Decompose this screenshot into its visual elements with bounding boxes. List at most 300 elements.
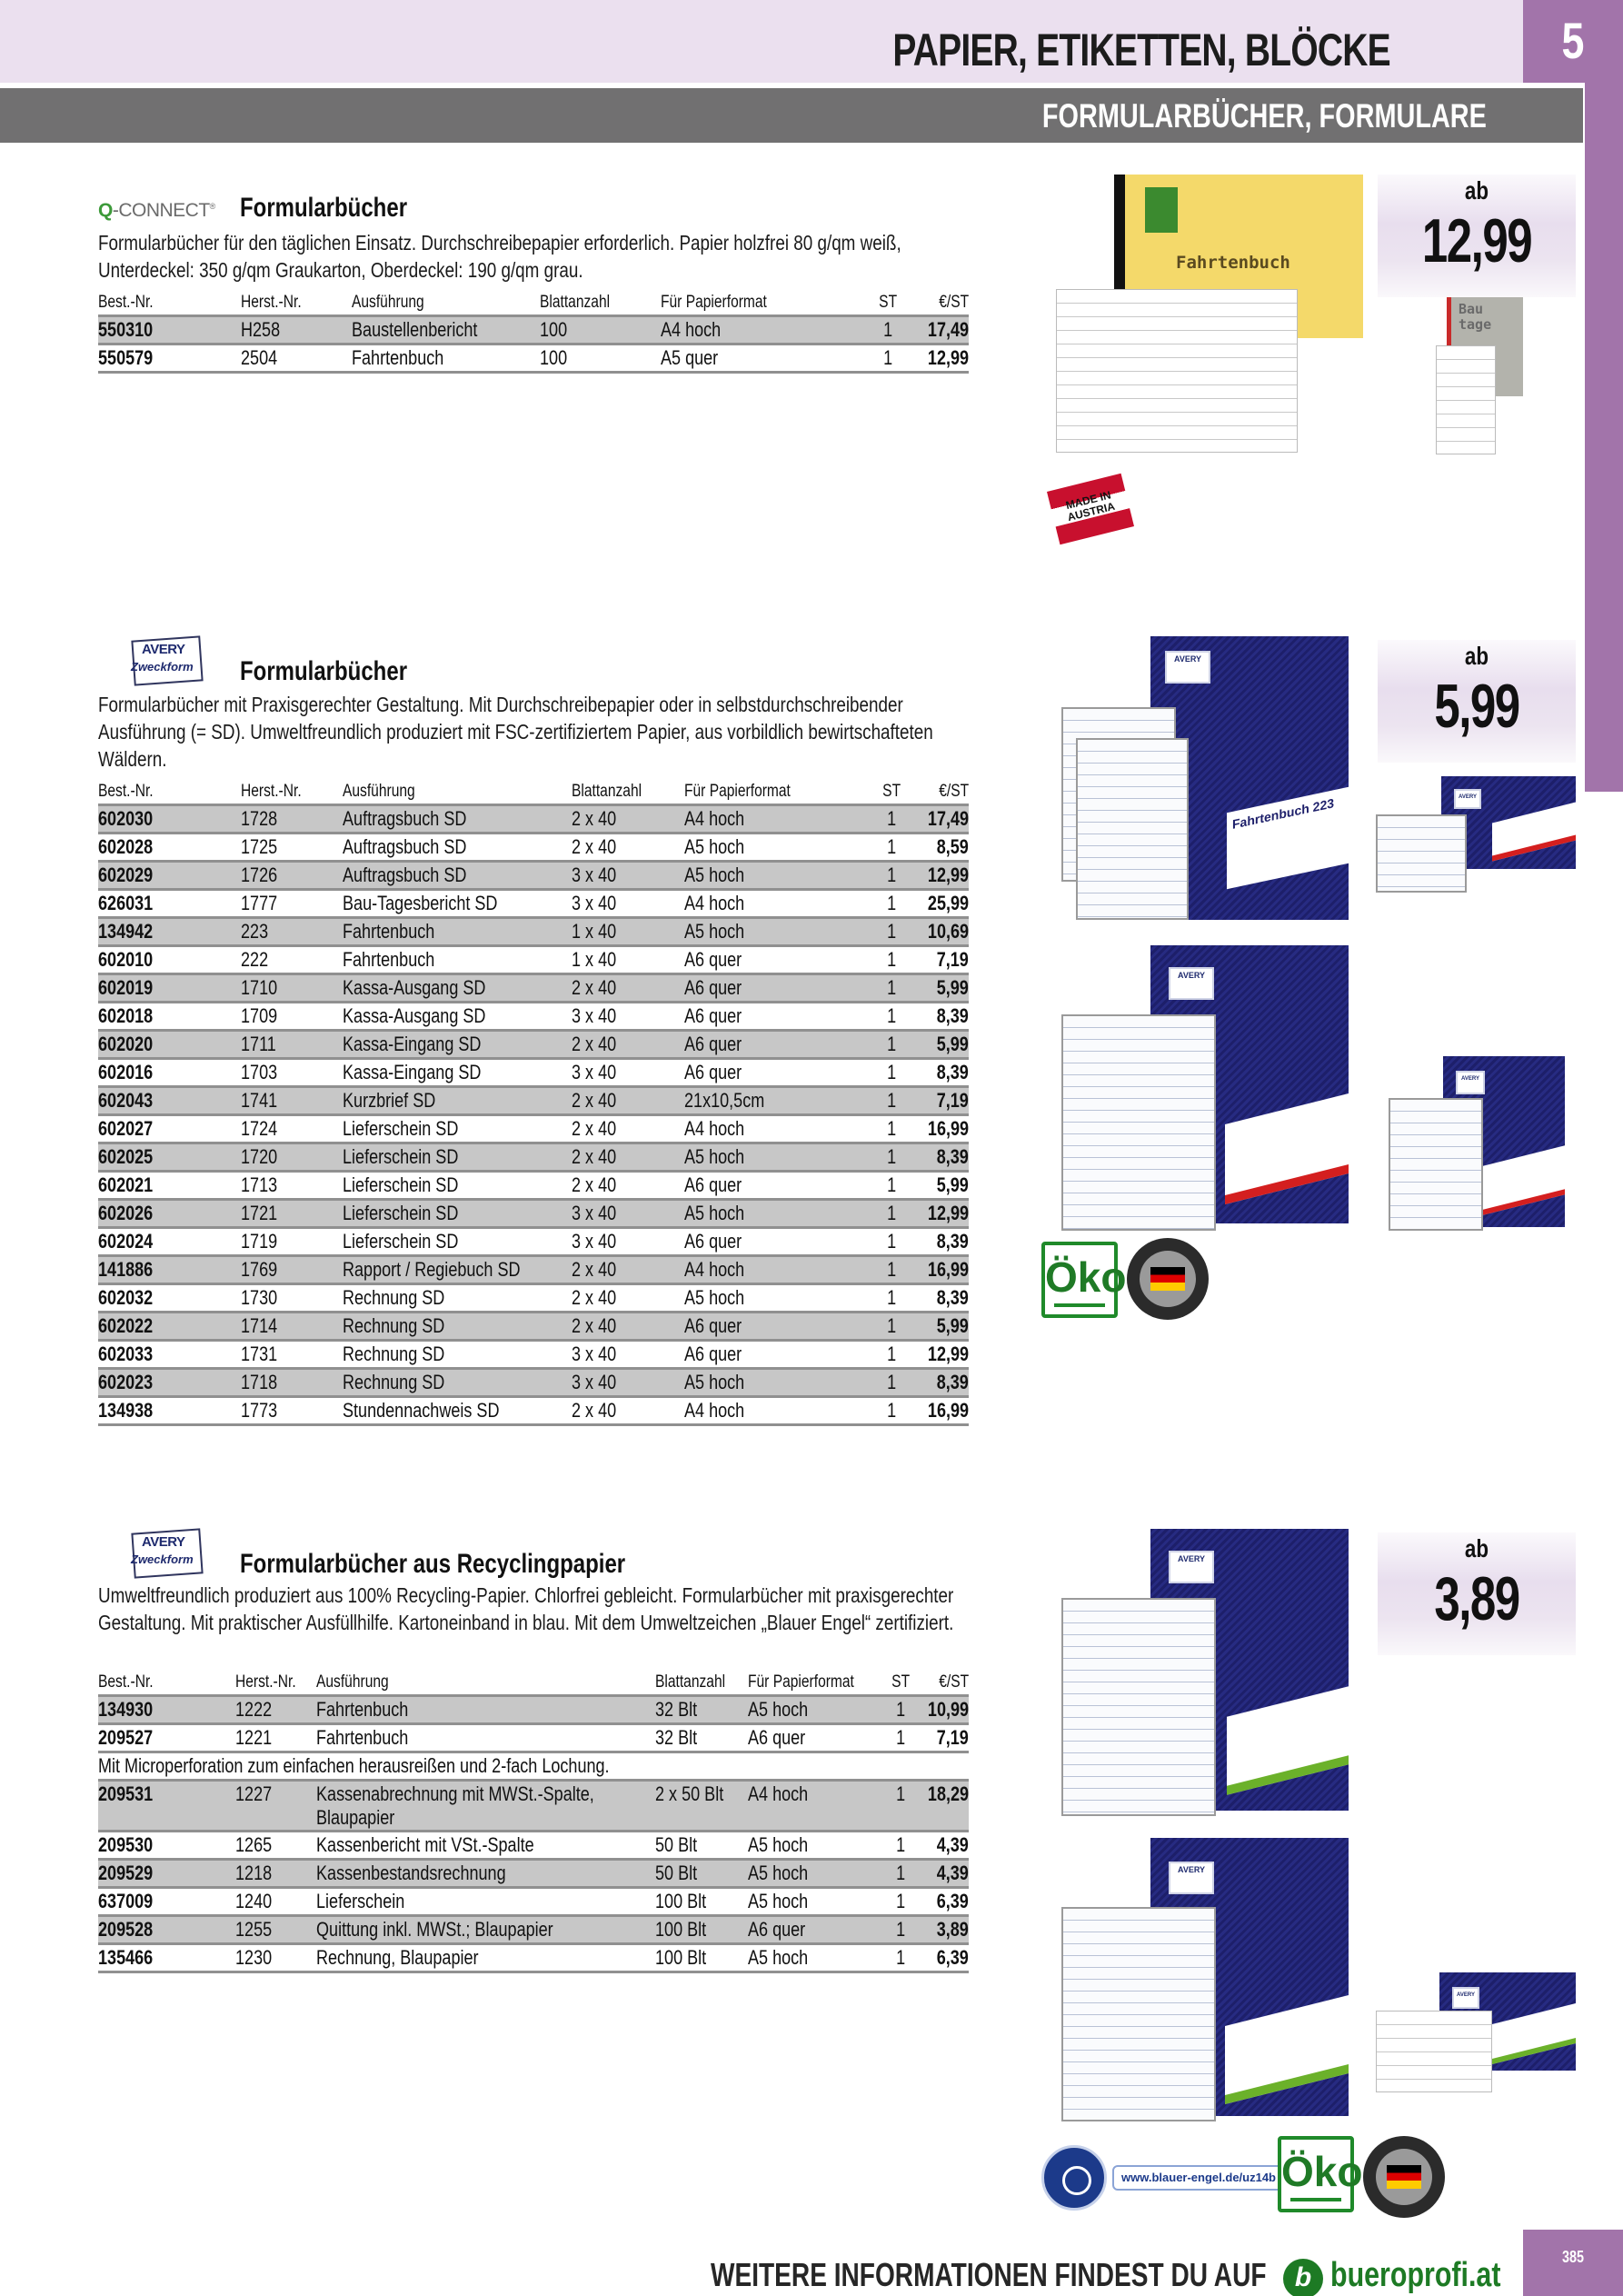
- table-row[interactable]: [98, 1115, 969, 1143]
- cell-ausfuehrung: Fahrtenbuch: [316, 1696, 655, 1724]
- cell-herst-nr: 1714: [241, 1313, 343, 1341]
- cell-ausfuehrung: Fahrtenbuch: [343, 946, 572, 974]
- cell-st: 1: [871, 1397, 912, 1425]
- cell-papierformat: A6 quer: [748, 1916, 883, 1944]
- cell-price: 12,99: [912, 862, 969, 890]
- cell-price: 18,29: [919, 1781, 969, 1832]
- cell-papierformat: A5 hoch: [748, 1696, 883, 1724]
- col-st: ST: [891, 1672, 911, 1692]
- table-row[interactable]: [98, 862, 969, 890]
- price-prefix: ab: [1464, 1534, 1489, 1562]
- cell-papierformat: A5 quer: [661, 344, 870, 373]
- cell-herst-nr: 1718: [241, 1369, 343, 1397]
- table-row[interactable]: [98, 1860, 969, 1888]
- cell-price: 6,39: [919, 1944, 969, 1972]
- section-title: Formularbücher aus Recyclingpapier: [240, 1549, 626, 1579]
- cover-label: [1227, 1686, 1349, 1794]
- cell-price: 8,39: [912, 1228, 969, 1256]
- table-row[interactable]: [98, 1369, 969, 1397]
- table-row[interactable]: [98, 1313, 969, 1341]
- cell-best-nr: 141886: [98, 1256, 241, 1284]
- cell-price: 5,99: [912, 974, 969, 1003]
- col-price: €/ST: [939, 782, 969, 801]
- cell-blattanzahl: 100 Blt: [655, 1888, 747, 1916]
- avery-cover-logo-icon: AVERY: [1454, 789, 1481, 809]
- product-image-form-sheet: [1376, 2011, 1492, 2092]
- col-price: €/ST: [939, 1672, 969, 1692]
- table-note-row: [98, 1752, 969, 1781]
- cell-ausfuehrung: Fahrtenbuch: [316, 1724, 655, 1752]
- cell-st: 1: [871, 1341, 912, 1369]
- cell-papierformat: A6 quer: [684, 946, 871, 974]
- cell-price: 17,49: [912, 805, 969, 834]
- cover-label: [1225, 1995, 1349, 2104]
- cell-herst-nr: 1218: [235, 1860, 316, 1888]
- cell-papierformat: A5 hoch: [684, 834, 871, 862]
- cell-herst-nr: 1711: [241, 1031, 343, 1059]
- cell-herst-nr: 1709: [241, 1003, 343, 1031]
- cover-label: [1489, 2003, 1576, 2065]
- cell-ausfuehrung: Rapport / Regiebuch SD: [343, 1256, 572, 1284]
- cell-papierformat: A4 hoch: [684, 805, 871, 834]
- cell-papierformat: A5 hoch: [684, 1200, 871, 1228]
- table-row[interactable]: [98, 805, 969, 834]
- cell-ausfuehrung: Kurzbrief SD: [343, 1087, 572, 1115]
- col-blattanzahl: Blattanzahl: [572, 782, 642, 801]
- section-header: [98, 1529, 969, 1582]
- brand-logo-avery-zweckform: AVERY Zweckform: [127, 636, 211, 687]
- product-image-form-sheet: [1389, 1098, 1483, 1231]
- cell-herst-nr: 222: [241, 946, 343, 974]
- cell-herst-nr: 1731: [241, 1341, 343, 1369]
- cell-herst-nr: 1724: [241, 1115, 343, 1143]
- cell-herst-nr: 1230: [235, 1944, 316, 1972]
- col-herst-nr: Herst.-Nr.: [241, 782, 302, 801]
- table-row[interactable]: [98, 344, 969, 373]
- cell-ausfuehrung: Kassa-Ausgang SD: [343, 974, 572, 1003]
- cell-best-nr: 602022: [98, 1313, 241, 1341]
- cell-st: 1: [871, 1059, 912, 1087]
- cell-ausfuehrung: Lieferschein SD: [343, 1172, 572, 1200]
- cell-ausfuehrung: Rechnung SD: [343, 1341, 572, 1369]
- subheader-bar: [0, 88, 1583, 143]
- table-header: [98, 778, 969, 805]
- cell-papierformat: A6 quer: [684, 1172, 871, 1200]
- cell-st: 1: [883, 1916, 919, 1944]
- cell-best-nr: 135466: [98, 1944, 235, 1972]
- cell-ausfuehrung: Kassenabrechnung mit MWSt.-Spalte, Blaupapier: [316, 1781, 655, 1832]
- cell-best-nr: 602043: [98, 1087, 241, 1115]
- cell-ausfuehrung: Auftragsbuch SD: [343, 805, 572, 834]
- cell-best-nr: 602021: [98, 1172, 241, 1200]
- section-header: [98, 636, 969, 691]
- table-header: [98, 1669, 969, 1696]
- table-row[interactable]: [98, 1696, 969, 1724]
- cell-best-nr: 209529: [98, 1860, 235, 1888]
- bueroprofi-logo-icon[interactable]: b: [1283, 2259, 1323, 2296]
- cell-best-nr: 602032: [98, 1284, 241, 1313]
- section-title: Formularbücher: [240, 656, 408, 686]
- cell-st: 1: [871, 862, 912, 890]
- cell-papierformat: A4 hoch: [748, 1781, 883, 1832]
- cell-herst-nr: 1227: [235, 1781, 316, 1832]
- cell-papierformat: A4 hoch: [661, 316, 870, 344]
- cell-st: 1: [870, 344, 906, 373]
- cell-price: 4,39: [919, 1832, 969, 1860]
- col-best-nr: Best.-Nr.: [98, 293, 154, 312]
- cell-st: 1: [883, 1860, 919, 1888]
- cell-herst-nr: 1703: [241, 1059, 343, 1087]
- cell-herst-nr: 1769: [241, 1256, 343, 1284]
- cell-blattanzahl: 3 x 40: [572, 1228, 684, 1256]
- cell-price: 25,99: [912, 890, 969, 918]
- table-row[interactable]: [98, 1397, 969, 1425]
- cell-blattanzahl: 2 x 40: [572, 1031, 684, 1059]
- cell-ausfuehrung: Bau-Tagesbericht SD: [343, 890, 572, 918]
- cell-ausfuehrung: Kassenbericht mit VSt.-Spalte: [316, 1832, 655, 1860]
- table-header: [98, 289, 969, 316]
- cell-papierformat: A4 hoch: [684, 1256, 871, 1284]
- cell-blattanzahl: 100 Blt: [655, 1916, 747, 1944]
- col-papierformat: Für Papierformat: [684, 782, 791, 801]
- cell-st: 1: [871, 1228, 912, 1256]
- cell-price: 7,19: [912, 946, 969, 974]
- subheader-title: FORMULARBÜCHER, FORMULARE: [1042, 97, 1487, 135]
- avery-cover-logo-icon: AVERY: [1169, 967, 1214, 1000]
- cell-papierformat: A6 quer: [684, 1031, 871, 1059]
- cell-best-nr: 602029: [98, 862, 241, 890]
- product-image-form-sheet: [1376, 814, 1467, 893]
- footer-text: WEITERE INFORMATIONEN FINDEST DU AUF: [711, 2256, 1267, 2293]
- col-ausfuehrung: Ausführung: [343, 782, 415, 801]
- cell-herst-nr: 1721: [241, 1200, 343, 1228]
- cell-papierformat: A5 hoch: [684, 918, 871, 946]
- cell-blattanzahl: 32 Blt: [655, 1724, 747, 1752]
- cell-ausfuehrung: Rechnung SD: [343, 1313, 572, 1341]
- cell-best-nr: 602019: [98, 974, 241, 1003]
- page-number: 385: [1561, 2248, 1585, 2266]
- section-title: Formularbücher: [240, 193, 408, 223]
- product-image-form-sheet: [1076, 738, 1189, 920]
- cell-price: 5,99: [912, 1031, 969, 1059]
- table-row[interactable]: [98, 946, 969, 974]
- avery-cover-logo-icon: AVERY: [1456, 1071, 1485, 1094]
- cell-herst-nr: 1222: [235, 1696, 316, 1724]
- cell-blattanzahl: 3 x 40: [572, 890, 684, 918]
- section-description: Formularbücher für den täglichen Einsatz. Durchschreibepapier erforderlich. Papier holzfrei 80 g/qm weiß, Unterdeckel: 350 g/qm Graukarton, Oberdeckel: 190 g/qm grau.: [98, 231, 901, 282]
- cell-herst-nr: 1728: [241, 805, 343, 834]
- cell-best-nr: 134942: [98, 918, 241, 946]
- cell-blattanzahl: 3 x 40: [572, 1059, 684, 1087]
- cell-blattanzahl: 2 x 40: [572, 1115, 684, 1143]
- product-table: [98, 1669, 969, 1973]
- cell-ausfuehrung: Rechnung SD: [343, 1369, 572, 1397]
- cover-label: [1225, 1093, 1349, 1204]
- table-row[interactable]: [98, 974, 969, 1003]
- col-herst-nr: Herst.-Nr.: [241, 293, 302, 312]
- avery-cover-logo-icon: AVERY: [1452, 1987, 1479, 2009]
- table-row[interactable]: [98, 1172, 969, 1200]
- cell-price: 3,89: [919, 1916, 969, 1944]
- cell-ausfuehrung: Lieferschein SD: [343, 1228, 572, 1256]
- cell-st: 1: [870, 316, 906, 344]
- cell-blattanzahl: 1 x 40: [572, 946, 684, 974]
- cell-st: 1: [883, 1832, 919, 1860]
- cell-st: 1: [871, 1087, 912, 1115]
- made-in-austria-badge: MADE IN AUSTRIA: [1047, 474, 1134, 545]
- cell-papierformat: A4 hoch: [684, 1397, 871, 1425]
- oeko-badge: Öko: [1278, 2136, 1354, 2212]
- cell-price: 7,19: [912, 1087, 969, 1115]
- col-best-nr: Best.-Nr.: [98, 1672, 154, 1692]
- cell-blattanzahl: 2 x 40: [572, 805, 684, 834]
- cell-papierformat: A4 hoch: [684, 890, 871, 918]
- table-note: Mit Microperforation zum einfachen herausreißen und 2-fach Lochung.: [98, 1752, 969, 1781]
- cell-blattanzahl: 2 x 40: [572, 1284, 684, 1313]
- cell-best-nr: 602027: [98, 1115, 241, 1143]
- cell-herst-nr: 1720: [241, 1143, 343, 1172]
- table-row[interactable]: [98, 1031, 969, 1059]
- table-row[interactable]: [98, 1781, 969, 1832]
- cell-price: 8,59: [912, 834, 969, 862]
- germany-flag-icon: [1387, 2165, 1421, 2189]
- cell-herst-nr: 1726: [241, 862, 343, 890]
- cell-price: 12,99: [906, 344, 969, 373]
- chapter-title: PAPIER, ETIKETTEN, BLÖCKE: [892, 25, 1390, 75]
- table-row[interactable]: [98, 1256, 969, 1284]
- table-row[interactable]: [98, 1059, 969, 1087]
- cell-best-nr: 602010: [98, 946, 241, 974]
- product-image-form-sheet: [1061, 1907, 1216, 2121]
- cell-ausfuehrung: Kassa-Eingang SD: [343, 1059, 572, 1087]
- cell-price: 10,69: [912, 918, 969, 946]
- cell-price: 12,99: [912, 1341, 969, 1369]
- cell-st: 1: [871, 1256, 912, 1284]
- cell-ausfuehrung: Baustellenbericht: [352, 316, 540, 344]
- table-row[interactable]: [98, 1916, 969, 1944]
- table-row[interactable]: [98, 834, 969, 862]
- cell-ausfuehrung: Rechnung, Blaupapier: [316, 1944, 655, 1972]
- cell-st: 1: [883, 1781, 919, 1832]
- cell-st: 1: [871, 890, 912, 918]
- section-avery-formularbuecher: [98, 636, 969, 1426]
- cell-st: 1: [871, 1031, 912, 1059]
- table-row[interactable]: [98, 1832, 969, 1860]
- cell-best-nr: 602030: [98, 805, 241, 834]
- cell-herst-nr: 2504: [241, 344, 352, 373]
- cell-price: 17,49: [906, 316, 969, 344]
- cell-best-nr: 602020: [98, 1031, 241, 1059]
- cell-herst-nr: 1773: [241, 1397, 343, 1425]
- chapter-tab[interactable]: [1523, 0, 1623, 83]
- cell-herst-nr: H258: [241, 316, 352, 344]
- cell-ausfuehrung: Quittung inkl. MWSt.; Blaupapier: [316, 1916, 655, 1944]
- price-value: 12,99: [1421, 206, 1532, 275]
- table-row[interactable]: [98, 1284, 969, 1313]
- cell-st: 1: [871, 1143, 912, 1172]
- cell-papierformat: A5 hoch: [748, 1860, 883, 1888]
- cell-herst-nr: 1777: [241, 890, 343, 918]
- made-in-germany-badge: [1127, 1238, 1209, 1320]
- cell-blattanzahl: 100: [540, 344, 661, 373]
- oeko-badge: Öko: [1041, 1242, 1118, 1318]
- cell-blattanzahl: 3 x 40: [572, 1003, 684, 1031]
- cell-ausfuehrung: Kassenbestandsrechnung: [316, 1860, 655, 1888]
- table-row[interactable]: [98, 1087, 969, 1115]
- col-price: €/ST: [939, 293, 969, 312]
- col-blattanzahl: Blattanzahl: [540, 293, 611, 312]
- cell-papierformat: A5 hoch: [748, 1888, 883, 1916]
- cell-price: 12,99: [912, 1200, 969, 1228]
- cell-price: 16,99: [912, 1256, 969, 1284]
- table-row[interactable]: [98, 1228, 969, 1256]
- cell-best-nr: 602025: [98, 1143, 241, 1172]
- col-herst-nr: Herst.-Nr.: [234, 1672, 296, 1692]
- cell-price: 16,99: [912, 1115, 969, 1143]
- cell-papierformat: A5 hoch: [684, 862, 871, 890]
- brand-logo-avery-zweckform: AVERY Zweckform: [127, 1529, 211, 1580]
- cell-best-nr: 134930: [98, 1696, 235, 1724]
- cell-blattanzahl: 2 x 40: [572, 1313, 684, 1341]
- cell-blattanzahl: 1 x 40: [572, 918, 684, 946]
- cell-blattanzahl: 2 x 40: [572, 1397, 684, 1425]
- cell-herst-nr: 1719: [241, 1228, 343, 1256]
- cell-st: 1: [871, 805, 912, 834]
- cell-blattanzahl: 2 x 40: [572, 1143, 684, 1172]
- price-badge: [1378, 640, 1576, 763]
- cell-ausfuehrung: Auftragsbuch SD: [343, 834, 572, 862]
- col-best-nr: Best.-Nr.: [98, 782, 154, 801]
- cell-papierformat: A6 quer: [684, 1059, 871, 1087]
- cell-blattanzahl: 2 x 40: [572, 1172, 684, 1200]
- table-row[interactable]: [98, 1888, 969, 1916]
- cell-best-nr: 637009: [98, 1888, 235, 1916]
- cell-ausfuehrung: Stundennachweis SD: [343, 1397, 572, 1425]
- cell-blattanzahl: 3 x 40: [572, 862, 684, 890]
- cell-st: 1: [871, 1200, 912, 1228]
- cell-ausfuehrung: Lieferschein SD: [343, 1115, 572, 1143]
- col-ausfuehrung: Ausführung: [352, 293, 424, 312]
- table-row[interactable]: [98, 1944, 969, 1972]
- table-row[interactable]: [98, 1200, 969, 1228]
- cell-papierformat: A5 hoch: [748, 1832, 883, 1860]
- col-st: ST: [882, 782, 901, 801]
- blauer-engel-url[interactable]: www.blauer-engel.de/uz14b: [1112, 2165, 1285, 2191]
- chapter-header: [0, 0, 1523, 83]
- cell-best-nr: 550579: [98, 344, 241, 373]
- col-ausfuehrung: Ausführung: [316, 1672, 389, 1692]
- table-row[interactable]: [98, 1143, 969, 1172]
- cell-blattanzahl: 50 Blt: [655, 1860, 747, 1888]
- cell-price: 16,99: [912, 1397, 969, 1425]
- cell-herst-nr: 1730: [241, 1284, 343, 1313]
- price-value: 5,99: [1434, 672, 1519, 741]
- cover-label: Fahrtenbuch 223: [1227, 787, 1349, 889]
- cell-st: 1: [871, 1003, 912, 1031]
- qconnect-cover-logo-icon: [1145, 187, 1178, 233]
- footer-website-link[interactable]: bueroprofi.at: [1330, 2256, 1501, 2294]
- cell-ausfuehrung: Lieferschein: [316, 1888, 655, 1916]
- cell-ausfuehrung: Auftragsbuch SD: [343, 862, 572, 890]
- table-row[interactable]: [98, 1003, 969, 1031]
- cell-blattanzahl: 2 x 40: [572, 1087, 684, 1115]
- cell-st: 1: [871, 1115, 912, 1143]
- cell-st: 1: [871, 1313, 912, 1341]
- cell-price: 8,39: [912, 1369, 969, 1397]
- chapter-number: 5: [1561, 12, 1585, 69]
- avery-cover-logo-icon: AVERY: [1169, 1551, 1214, 1583]
- section-qconnect: [98, 193, 969, 374]
- cell-best-nr: 602016: [98, 1059, 241, 1087]
- cell-papierformat: 21x10,5cm: [684, 1087, 871, 1115]
- cell-ausfuehrung: Lieferschein SD: [343, 1200, 572, 1228]
- cover-label: Fahrtenbuch: [1176, 253, 1290, 273]
- cell-st: 1: [883, 1888, 919, 1916]
- table-row[interactable]: [98, 316, 969, 344]
- cell-blattanzahl: 32 Blt: [655, 1696, 747, 1724]
- cell-blattanzahl: 3 x 40: [572, 1200, 684, 1228]
- made-in-germany-badge: [1363, 2136, 1445, 2218]
- avery-cover-logo-icon: AVERY: [1165, 651, 1210, 684]
- cell-papierformat: A6 quer: [684, 1228, 871, 1256]
- cell-ausfuehrung: Rechnung SD: [343, 1284, 572, 1313]
- price-value: 3,89: [1434, 1564, 1519, 1633]
- section-header: [98, 193, 969, 229]
- cover-label: Bau tage: [1459, 301, 1492, 333]
- cell-best-nr: 550310: [98, 316, 241, 344]
- cell-best-nr: 134938: [98, 1397, 241, 1425]
- table-row[interactable]: [98, 1341, 969, 1369]
- price-badge: [1378, 1532, 1576, 1655]
- cell-best-nr: 209527: [98, 1724, 235, 1752]
- cell-herst-nr: 1240: [235, 1888, 316, 1916]
- cell-best-nr: 602026: [98, 1200, 241, 1228]
- cell-price: 5,99: [912, 1313, 969, 1341]
- cell-papierformat: A6 quer: [684, 974, 871, 1003]
- chapter-side-tab: [1585, 83, 1623, 792]
- cell-ausfuehrung: Kassa-Ausgang SD: [343, 1003, 572, 1031]
- col-blattanzahl: Blattanzahl: [655, 1672, 726, 1692]
- table-row[interactable]: [98, 890, 969, 918]
- cell-st: 1: [871, 834, 912, 862]
- cell-price: 6,39: [919, 1888, 969, 1916]
- price-badge: [1378, 175, 1576, 297]
- cover-label: [1479, 1145, 1565, 1215]
- table-row[interactable]: [98, 918, 969, 946]
- cell-price: 8,39: [912, 1059, 969, 1087]
- page-number-tab: [1523, 2230, 1623, 2296]
- cell-ausfuehrung: Lieferschein SD: [343, 1143, 572, 1172]
- cell-herst-nr: 223: [241, 918, 343, 946]
- cell-papierformat: A6 quer: [684, 1341, 871, 1369]
- cell-st: 1: [883, 1944, 919, 1972]
- cell-blattanzahl: 2 x 50 Blt: [655, 1781, 747, 1832]
- cell-best-nr: 209530: [98, 1832, 235, 1860]
- cell-st: 1: [871, 1369, 912, 1397]
- cell-price: 7,19: [919, 1724, 969, 1752]
- cell-papierformat: A6 quer: [748, 1724, 883, 1752]
- cell-best-nr: 602028: [98, 834, 241, 862]
- price-prefix: ab: [1464, 642, 1489, 670]
- cell-st: 1: [871, 946, 912, 974]
- cell-st: 1: [871, 918, 912, 946]
- table-row[interactable]: [98, 1724, 969, 1752]
- cell-best-nr: 602033: [98, 1341, 241, 1369]
- cell-best-nr: 602018: [98, 1003, 241, 1031]
- product-image-fahrtenbuch-form: [1056, 289, 1298, 453]
- cell-papierformat: A5 hoch: [684, 1369, 871, 1397]
- cell-best-nr: 602024: [98, 1228, 241, 1256]
